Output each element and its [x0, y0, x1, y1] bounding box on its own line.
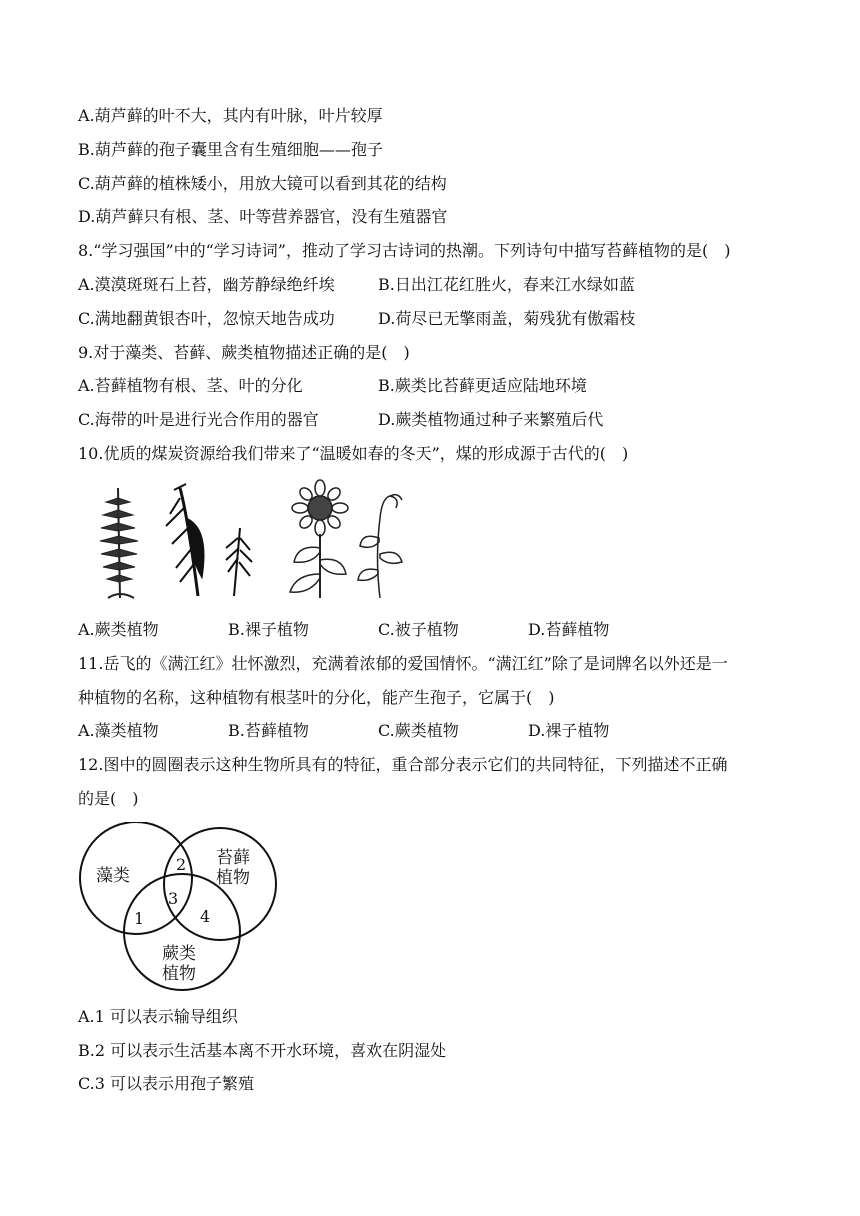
venn-label-fern-1: 蕨类: [162, 944, 196, 964]
q10-option-b: B.裸子植物: [228, 620, 309, 639]
q10-option-c: C.被子植物: [378, 620, 459, 639]
q11-option-a: A.藻类植物: [78, 721, 159, 740]
q9-option-c: C.海带的叶是进行光合作用的器官: [78, 410, 319, 429]
q12-option-a: A.1 可以表示输导组织: [78, 1007, 238, 1026]
seedling-icon: [358, 495, 402, 598]
q10-stem: 10.优质的煤炭资源给我们带来了“温暖如春的冬天”，煤的形成源于古代的( ): [78, 444, 629, 463]
venn-label-fern-2: 植物: [162, 964, 196, 984]
q12-stem-line1: 12.图中的圆圈表示这种生物所具有的特征，重合部分表示它们的共同特征，下列描述不正确: [78, 755, 728, 774]
q10-option-d: D.苔藓植物: [528, 620, 610, 639]
q8-option-d: D.荷尽已无擎雨盖，菊残犹有傲霜枝: [378, 309, 636, 328]
conifer-branch-icon: [166, 484, 252, 596]
venn-diagram: [78, 822, 283, 994]
q9-stem: 9.对于藻类、苔藓、蕨类植物描述正确的是( ): [78, 343, 410, 362]
q11-option-c: C.蕨类植物: [378, 721, 459, 740]
q9-option-b: B.蕨类比苔藓更适应陆地环境: [378, 376, 587, 395]
fern-icon: [100, 488, 138, 598]
venn-label-moss-1: 苔藓: [216, 848, 250, 868]
q12-option-b: B.2 可以表示生活基本离不开水环境，喜欢在阴湿处: [78, 1041, 447, 1060]
q7-option-b: B.葫芦藓的孢子囊里含有生殖细胞——孢子: [78, 140, 383, 159]
venn-label-moss-2: 植物: [216, 868, 250, 888]
q12-option-c: C.3 可以表示用孢子繁殖: [78, 1074, 255, 1093]
q11-option-d: D.裸子植物: [528, 721, 610, 740]
q12-stem-line2: 的是( ): [78, 789, 139, 808]
venn-region-1: 1: [134, 909, 145, 928]
venn-label-algae: 藻类: [96, 866, 130, 886]
q11-option-b: B.苔藓植物: [228, 721, 309, 740]
q8-option-c: C.满地翻黄银杏叶，忽惊天地告成功: [78, 309, 335, 328]
q11-stem-line2: 种植物的名称，这种植物有根茎叶的分化，能产生孢子，它属于( ): [78, 688, 555, 707]
q9-option-a: A.苔藓植物有根、茎、叶的分化: [78, 376, 303, 395]
q10-option-a: A.蕨类植物: [78, 620, 159, 639]
q7-option-a: A.葫芦藓的叶不大，其内有叶脉，叶片较厚: [78, 106, 383, 125]
sunflower-icon: [290, 480, 348, 598]
q7-option-c: C.葫芦藓的植株矮小，用放大镜可以看到其花的结构: [78, 174, 447, 193]
venn-region-4: 4: [200, 907, 211, 926]
q9-option-d: D.蕨类植物通过种子来繁殖后代: [378, 410, 604, 429]
q8-stem: 8.“学习强国”中的“学习诗词”，推动了学习古诗词的热潮。下列诗句中描写苔藓植物的是( ): [78, 241, 731, 260]
q8-option-a: A.漠漠斑斑石上苔，幽芳静绿绝纤埃: [78, 275, 335, 294]
q11-stem-line1: 11.岳飞的《满江红》壮怀激烈，充满着浓郁的爱国情怀。“满江红”除了是词牌名以外还是一: [78, 654, 728, 673]
q7-option-d: D.葫芦藓只有根、茎、叶等营养器官，没有生殖器官: [78, 207, 448, 226]
q8-option-b: B.日出江花红胜火，春来江水绿如蓝: [378, 275, 635, 294]
plants-illustration: [90, 478, 420, 603]
venn-region-3: 3: [168, 889, 179, 908]
venn-region-2: 2: [176, 855, 187, 874]
